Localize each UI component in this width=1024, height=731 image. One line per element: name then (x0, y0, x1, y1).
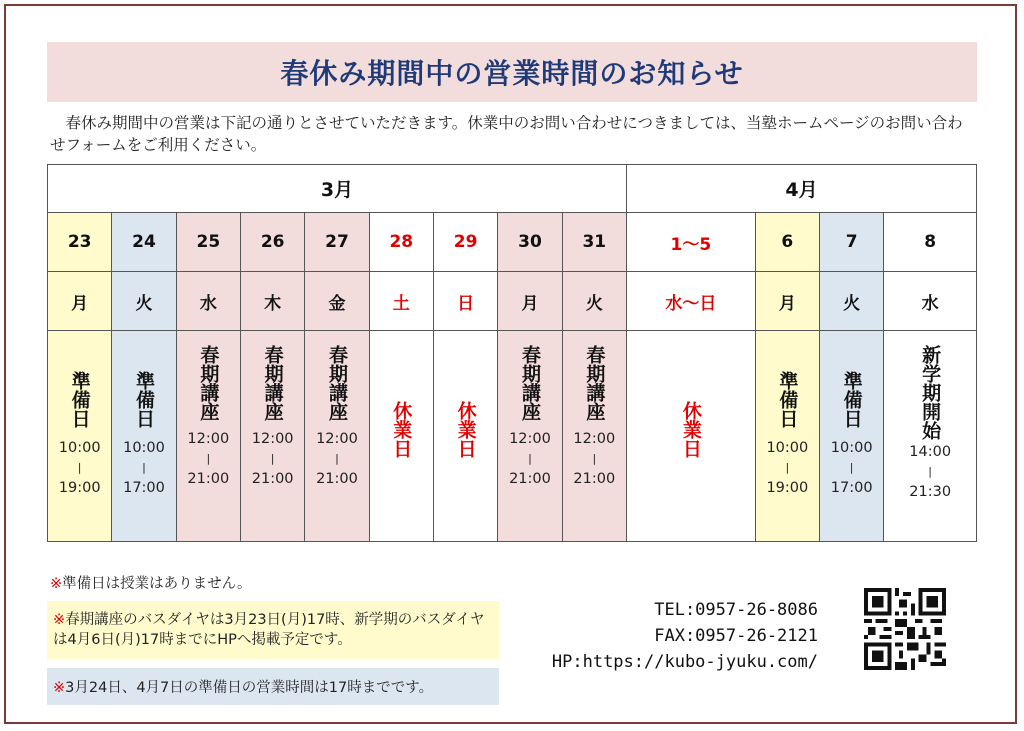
date-cell: 7 (820, 213, 884, 272)
weekday-cell: 金 (305, 272, 369, 331)
time-start: 12:00 (509, 431, 551, 447)
status-label: 新学期開始 (919, 345, 942, 440)
weekday-row (48, 272, 977, 331)
contact-info (540, 597, 818, 675)
time-start: 12:00 (316, 431, 358, 447)
date-cell: 23 (48, 213, 112, 272)
note-text: 3月24日、4月7日の準備日の営業時間は17時までです。 (65, 680, 434, 696)
note-prep-day (50, 572, 252, 593)
time-start: 14:00 (909, 444, 952, 460)
status-cell (884, 331, 977, 542)
time-start: 10:00 (766, 440, 809, 456)
time-sep: | (849, 461, 854, 474)
time-end: 17:00 (123, 480, 165, 496)
date-cell: 31 (562, 213, 626, 272)
status-label: 準備日 (68, 371, 91, 428)
status-label: 準備日 (132, 371, 155, 428)
time-end: 21:00 (187, 471, 230, 487)
month-march: 3月 (48, 165, 627, 213)
status-cell (433, 331, 497, 542)
status-label: 休業日 (679, 401, 702, 458)
note-text: 準備日は授業はありません。 (62, 576, 252, 592)
status-cell (48, 331, 112, 542)
time-sep: | (142, 461, 146, 474)
status-label: 休業日 (454, 401, 477, 458)
time-end: 21:30 (909, 484, 952, 500)
status-cell (369, 331, 433, 542)
time-sep: | (77, 461, 82, 474)
time-end: 19:00 (58, 480, 101, 496)
status-label: 春期講座 (518, 345, 541, 421)
time-start: 12:00 (187, 431, 230, 447)
time-end: 21:00 (509, 471, 551, 487)
date-cell: 6 (755, 213, 819, 272)
date-cell: 24 (112, 213, 176, 272)
time-sep: | (785, 461, 790, 474)
weekday-cell: 月 (498, 272, 562, 331)
status-cell (755, 331, 819, 542)
time-end: 21:00 (316, 471, 358, 487)
time-sep: | (206, 452, 211, 465)
note-hours (47, 668, 499, 705)
intro-text: 春休み期間中の営業は下記の通りとさせていただきます。休業中のお問い合わせにつきましては、当塾ホームページのお問い合わせフォームをご利用ください。 (50, 114, 963, 154)
time-start: 10:00 (58, 440, 101, 456)
month-april: 4月 (627, 165, 977, 213)
weekday-cell: 日 (433, 272, 497, 331)
status-label: 準備日 (840, 371, 863, 428)
contact-fax: FAX:0957-26-2121 (654, 626, 818, 646)
time-sep: | (928, 465, 933, 478)
date-cell: 1〜5 (627, 213, 756, 272)
contact-tel: TEL:0957-26-8086 (654, 600, 818, 620)
time-sep: | (592, 452, 597, 465)
note-mark: ※ (53, 612, 66, 628)
status-cell (305, 331, 369, 542)
time-end: 21:00 (251, 471, 294, 487)
time-start: 12:00 (251, 431, 294, 447)
status-label: 準備日 (776, 371, 799, 428)
status-label: 春期講座 (325, 345, 348, 421)
weekday-cell: 水〜日 (627, 272, 756, 331)
time-sep: | (335, 452, 339, 465)
status-cell (562, 331, 626, 542)
time-sep: | (270, 452, 275, 465)
contact-hp[interactable]: HP:https://kubo-jyuku.com/ (551, 652, 818, 672)
date-cell: 8 (884, 213, 977, 272)
time-start: 10:00 (830, 440, 873, 456)
weekday-cell: 水 (884, 272, 977, 331)
qr-code-icon[interactable] (864, 588, 946, 670)
date-cell: 27 (305, 213, 369, 272)
weekday-cell: 火 (562, 272, 626, 331)
weekday-cell: 月 (48, 272, 112, 331)
time-end: 21:00 (573, 471, 616, 487)
date-cell: 30 (498, 213, 562, 272)
status-row (48, 331, 977, 542)
status-label: 春期講座 (197, 345, 220, 421)
time-start: 12:00 (573, 431, 616, 447)
note-mark: ※ (53, 680, 66, 696)
status-cell (820, 331, 884, 542)
status-cell (240, 331, 304, 542)
status-label: 春期講座 (261, 345, 284, 421)
note-mark: ※ (50, 576, 63, 592)
title-banner (47, 42, 977, 102)
status-cell (112, 331, 176, 542)
weekday-cell: 木 (240, 272, 304, 331)
status-cell (498, 331, 562, 542)
note-text: 春期講座のバスダイヤは3月23日(月)17時、新学期のバスダイヤは4月6日(月)17時までにHPへ掲載予定です。 (53, 612, 485, 648)
month-row (48, 165, 977, 213)
weekday-cell: 水 (176, 272, 240, 331)
status-cell (176, 331, 240, 542)
status-label: 春期講座 (583, 345, 606, 421)
page-title: 春休み期間中の営業時間のお知らせ (280, 57, 744, 90)
note-bus-schedule (47, 601, 499, 659)
time-end: 17:00 (830, 480, 873, 496)
time-end: 19:00 (766, 480, 809, 496)
status-cell (627, 331, 756, 542)
date-row (48, 213, 977, 272)
weekday-cell: 土 (369, 272, 433, 331)
date-cell: 25 (176, 213, 240, 272)
status-label: 休業日 (390, 401, 413, 458)
date-cell: 28 (369, 213, 433, 272)
weekday-cell: 火 (820, 272, 884, 331)
time-sep: | (528, 452, 532, 465)
date-cell: 29 (433, 213, 497, 272)
time-start: 10:00 (123, 440, 165, 456)
date-cell: 26 (240, 213, 304, 272)
weekday-cell: 火 (112, 272, 176, 331)
weekday-cell: 月 (755, 272, 819, 331)
schedule-table (47, 164, 977, 542)
